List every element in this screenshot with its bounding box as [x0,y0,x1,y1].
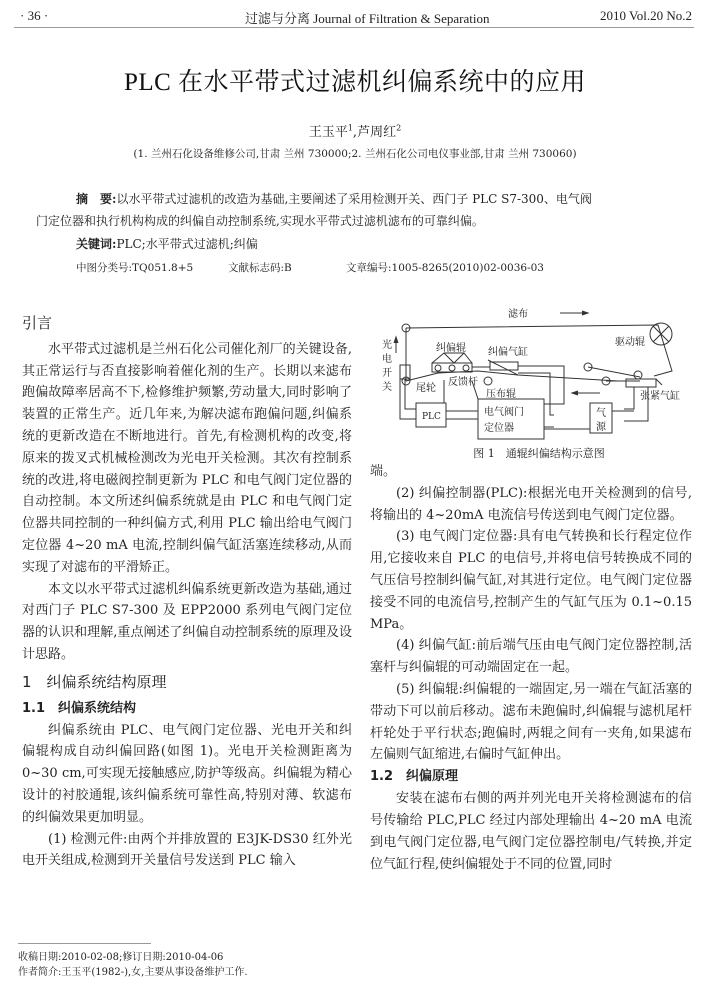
label-photo-switch: 光 [382,340,392,351]
volume-info: 2010 Vol.20 No.2 [600,8,692,23]
section-heading-1-2: 1.2 纠偏原理 [370,769,459,785]
label-correction-roller: 纠偏辊 [436,343,466,354]
correction-structure-diagram [378,303,700,443]
section-heading-1-1: 1.1 纠偏系统结构 [22,700,137,716]
keywords-value: PLC;水平带式过滤机;纠偏 [116,237,258,251]
press-roller [484,377,492,385]
author-name: 芦周红 [357,125,397,140]
clc-number: 中图分类号:TQ051.8+5 [76,262,194,274]
author-name: 王玉平 [308,125,348,140]
journal-name: 过滤与分离 Journal of Filtration & Separation [245,11,490,26]
affiliations: (1. 兰州石化设备维修公司,甘肃 兰州 730000;2. 兰州石化公司电仪事业部,甘肃 兰州 730060) [133,148,577,160]
label-drive-roller: 驱动辊 [615,337,645,348]
label-photo-switch: 关 [382,382,392,393]
section-heading-1: 1 纠偏系统结构原理 [22,672,167,691]
document-code: 文献标志码:B [228,262,292,274]
author-list: 王玉平$^1$,芦周红$^2$ [308,123,402,140]
author-affil-mark: 2 [396,123,402,133]
paragraph: 纠偏系统由 PLC、电气阀门定位器、光电开关和纠偏辊构成自动纠偏回路(如图 1)。光电开关检测距离为 0~30 cm,可实现无接触感应,防护等级高。纠偏辊为精心设计的衬胶通辊,该纠偏系统可靠性高,特别对薄、软滤布的纠偏效果更加明显。 [22,722,352,825]
abstract-text: 以水平带式过滤机的改造为基础,主要阐述了采用检测开关、西门子 PLC S7-300、电气阀 [116,192,592,206]
article-number: 文章编号:1005-8265(2010)02-0036-03 [346,262,544,274]
abstract-text: 门定位器和执行机构构成的纠偏自动控制系统,实现水平带式过滤机滤布的可靠纠偏。 [36,214,484,228]
section-heading-intro: 引言 [22,314,53,332]
keywords [76,235,258,252]
paragraph: (5) 纠偏辊:纠偏辊的一端固定,另一端在气缸活塞的带动下可以前后移动。滤布未跑偏时,纠偏辊与滤机尾杆杆轮处于平行状态;跑偏时,两辊之间有一夹角,如果滤布左偏则气缸缩进,右偏时气缸伸出。 [370,681,692,763]
paragraph: 本文以水平带式过滤机纠偏系统更新改造为基础,通过对西门子 PLC S7-300 及 EPP2000 系列电气阀门定位器的认识和理解,重点阐述了纠偏自动控制系统的原理及设计思路。 [22,581,352,662]
figure-caption: 图 1 通辊纠偏结构示意图 [473,447,605,460]
label-positioner: 定位器 [484,423,514,434]
label-press-roller: 压布辊 [486,389,516,400]
running-header [20,6,692,28]
footnote-rule [18,943,151,944]
paper-title: PLC 在水平带式过滤机纠偏系统中的应用 [123,69,587,96]
label-tail-wheel: 尾轮 [416,383,436,394]
figure-1 [378,303,700,458]
right-column [370,461,692,875]
keywords-label: 关键词: [76,237,117,251]
label-photo-switch: 开 [382,368,392,379]
label-correction-cylinder: 纠偏气缸 [488,347,528,358]
tension-cylinder [626,379,656,387]
label-photo-switch: 电 [382,354,392,365]
footnote-author-bio: 作者简介:王玉平(1982-),女,主要从事设备维护工作. [18,967,248,978]
label-feedback-rod: 反馈杆 [448,377,478,388]
abstract-label: 摘 要: [76,192,117,206]
paragraph: (2) 纠偏控制器(PLC):根据光电开关检测到的信号,将输出的 4~20mA 电流信号传送到电气阀门定位器。 [370,485,692,523]
left-column [22,313,352,872]
paragraph: 水平带式过滤机是兰州石化公司催化剂厂的关键设备,其正常运行与否直接影响着催化剂的生产。长期以来滤布跑偏故障率居高不下,检修维护频繁,劳动量大,同时影响了装置的正常生产。近几年来,为解决滤布跑偏问题,纠偏系统的更新改造在不断地进行。首先,有检测机构的改变,将原来的拨叉式机械检测改为光电开关检测。其次有控制系统的改进,将电磁阀控制更新为 PLC 和电气阀门定位器的自动控制。本文所述纠偏系统就是由 PLC 和电气阀门定位器共同控制的一种纠偏方式,利用 PLC 输出给电气阀门定位器 4~20 mA 电流,控制纠偏气缸活塞连续移动,从而实现了对滤布的平滑矫正。 [22,341,352,575]
label-positioner: 电气阀门 [484,407,524,418]
label-filter-cloth: 滤布 [508,309,528,320]
label-air-source: 气 [596,408,606,419]
paragraph: 端。 [370,464,397,479]
paragraph: (4) 纠偏气缸:前后端气压由电气阀门定位器控制,活塞杆与纠偏辊的可动端固定在一起。 [370,638,692,676]
classification-line [76,260,596,275]
page-number: · 36 · [20,8,49,23]
paragraph: 安装在滤布右侧的两并列光电开关将检测滤布的信号传输给 PLC,PLC 经过内部处理输出 4~20 mA 电流到电气阀门定位器,电气阀门定位器控制电/气转换,并定位气缸行程,使纠偏辊处于不同的位置,同时 [370,791,692,872]
author-affil-mark: 1 [347,123,353,133]
abstract [36,188,686,232]
footnote-received: 收稿日期:2010-02-08;修订日期:2010-04-06 [18,952,224,963]
label-plc: PLC [422,412,441,422]
paragraph: (1) 检测元件:由两个并排放置的 E3JK-DS30 红外光电开关组成,检测到开关量信号发送到 PLC 输入 [22,831,352,869]
label-tension-cylinder: 张紧气缸 [640,391,680,402]
paragraph: (3) 电气阀门定位器:具有电气转换和长行程定位作用,它接收来自 PLC 的电信号,并将电信号转换成不同的气压信号控制纠偏气缸,对其进行定位。电气阀门定位器接受不同的电流信号,控制产生的气缸气压为 0.1~0.15 MPa。 [370,529,692,632]
label-air-source: 源 [596,422,606,433]
header-rule [14,27,694,28]
